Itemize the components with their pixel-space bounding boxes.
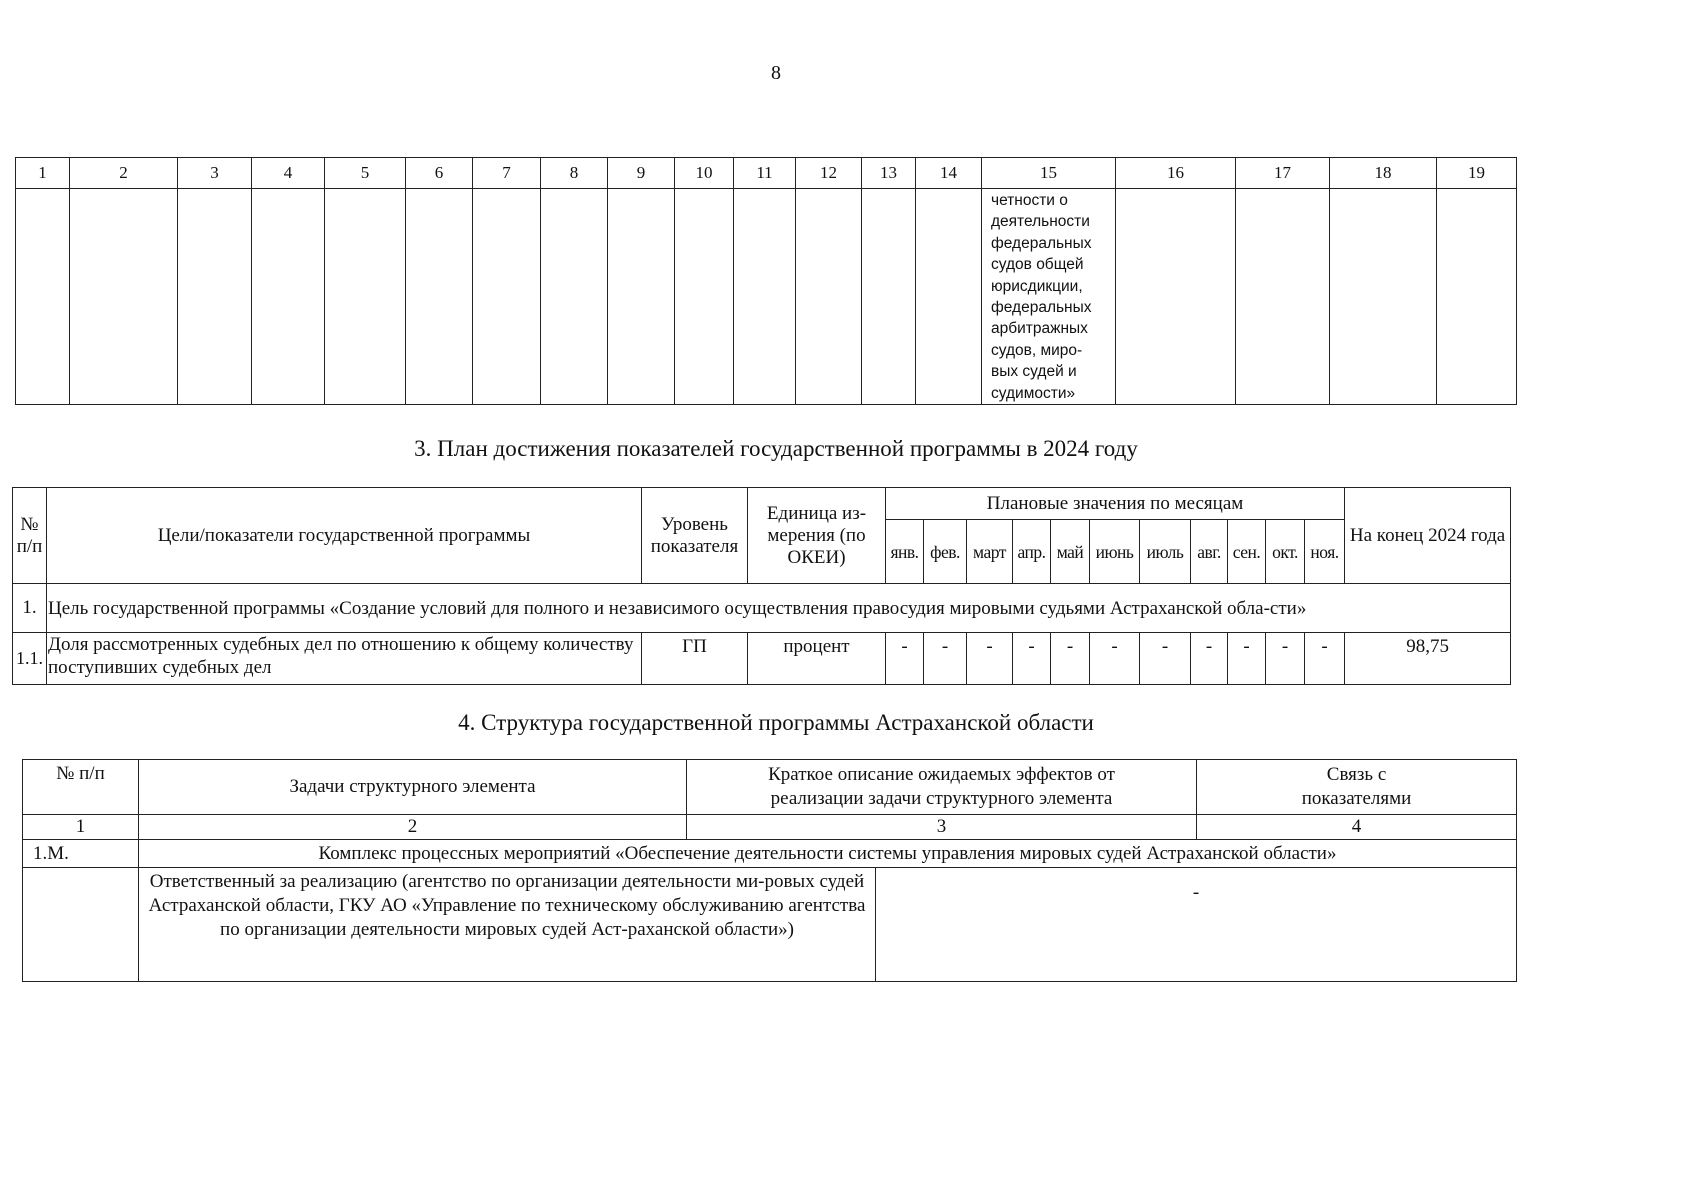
month-header: авг.	[1191, 520, 1228, 584]
column-number-10: 10	[675, 158, 734, 189]
complex-num: 1.М.	[23, 840, 139, 868]
table-row	[16, 189, 1517, 405]
month-header: янв.	[886, 520, 924, 584]
column-number-2: 2	[139, 815, 687, 840]
column-number-5: 5	[325, 158, 406, 189]
indicator-num: 1.1.	[13, 633, 47, 685]
column-number-16: 16	[1116, 158, 1236, 189]
header-num: № п/п	[23, 760, 139, 815]
monthly-value: -	[1013, 633, 1051, 685]
month-header: окт.	[1266, 520, 1305, 584]
indicator-plan-table	[12, 487, 1511, 685]
goal-row	[13, 584, 1511, 633]
indicator-unit: процент	[748, 633, 886, 685]
column-number-14: 14	[916, 158, 982, 189]
header-tasks: Задачи структурного элемента	[139, 760, 687, 815]
monthly-value: -	[1140, 633, 1191, 685]
header-effects: Краткое описание ожидаемых эффектов от реализации задачи структурного элемента	[687, 760, 1197, 815]
goal-num: 1.	[13, 584, 47, 633]
program-structure-table	[22, 759, 1517, 982]
responsible-row	[23, 868, 1517, 982]
header-planned: Плановые значения по месяцам	[886, 488, 1345, 520]
complex-text: Комплекс процессных мероприятий «Обеспечение деятельности системы управления мировых судей Астраханской области»	[139, 840, 1517, 868]
column-number-11: 11	[734, 158, 796, 189]
monthly-value: -	[1266, 633, 1305, 685]
month-header: июнь	[1090, 520, 1140, 584]
monthly-value: -	[1191, 633, 1228, 685]
header-num: № п/п	[13, 488, 47, 584]
indicator-row	[13, 633, 1511, 685]
column-number-4: 4	[252, 158, 325, 189]
column-number-17: 17	[1236, 158, 1330, 189]
column-number-12: 12	[796, 158, 862, 189]
empty-cell	[23, 868, 139, 982]
cell-col15-text: четности о деятельности федеральных судов общей юрисдикции, федеральных арбитражных судов, миро- вых судей и судимости»	[991, 192, 1092, 402]
column-number-8: 8	[541, 158, 608, 189]
column-number-3: 3	[687, 815, 1197, 840]
month-header: май	[1051, 520, 1090, 584]
header-year-end: На конец 2024 года	[1345, 488, 1511, 584]
monthly-value: -	[1228, 633, 1266, 685]
column-number-4: 4	[1197, 815, 1517, 840]
month-header: ноя.	[1305, 520, 1345, 584]
header-level: Уровень показателя	[642, 488, 748, 584]
column-number-9: 9	[608, 158, 675, 189]
indicator-level: ГП	[642, 633, 748, 685]
column-number-18: 18	[1330, 158, 1437, 189]
month-header: сен.	[1228, 520, 1266, 584]
monthly-value: -	[1090, 633, 1140, 685]
header-goals: Цели/показатели государственной программы	[47, 488, 642, 584]
responsible-value: -	[876, 868, 1517, 982]
indicator-year-end: 98,75	[1345, 633, 1511, 685]
monthly-value: -	[1305, 633, 1345, 685]
complex-row	[23, 840, 1517, 868]
column-number-6: 6	[406, 158, 473, 189]
month-header: апр.	[1013, 520, 1051, 584]
section-4-title: 4. Структура государственной программы Астраханской области	[458, 710, 1094, 735]
section-3-title: 3. План достижения показателей государственной программы в 2024 году	[414, 436, 1138, 461]
column-number-13: 13	[862, 158, 916, 189]
column-number-1: 1	[16, 158, 70, 189]
header-link: Связь с показателями	[1197, 760, 1517, 815]
goal-text: Цель государственной программы «Создание условий для полного и независимого осуществления правосудия мировыми судьями Астраханской обла-сти»	[47, 584, 1511, 633]
page-number: 8	[771, 62, 781, 84]
column-number-15: 15	[982, 158, 1116, 189]
continuation-table	[15, 157, 1517, 405]
column-number-1: 1	[23, 815, 139, 840]
column-number-2: 2	[70, 158, 178, 189]
monthly-value: -	[1051, 633, 1090, 685]
responsible-text: Ответственный за реализацию (агентство по организации деятельности ми-ровых судей Астраханской области, ГКУ АО «Управление по техническому обслуживанию агентства по организации деятельности мировых судей Аст-раханской области»)	[139, 868, 876, 982]
column-number-3: 3	[178, 158, 252, 189]
header-unit: Единица из-мерения (по ОКЕИ)	[748, 488, 886, 584]
column-number-row	[23, 815, 1517, 840]
monthly-value: -	[886, 633, 924, 685]
structure-header-row	[23, 760, 1517, 815]
month-header: март	[967, 520, 1013, 584]
monthly-value: -	[967, 633, 1013, 685]
month-header: июль	[1140, 520, 1191, 584]
column-number-19: 19	[1437, 158, 1517, 189]
monthly-value: -	[924, 633, 967, 685]
indicator-text: Доля рассмотренных судебных дел по отношению к общему количеству поступивших судебных дел	[47, 633, 642, 685]
column-number-row	[16, 158, 1517, 189]
column-number-7: 7	[473, 158, 541, 189]
month-header: фев.	[924, 520, 967, 584]
